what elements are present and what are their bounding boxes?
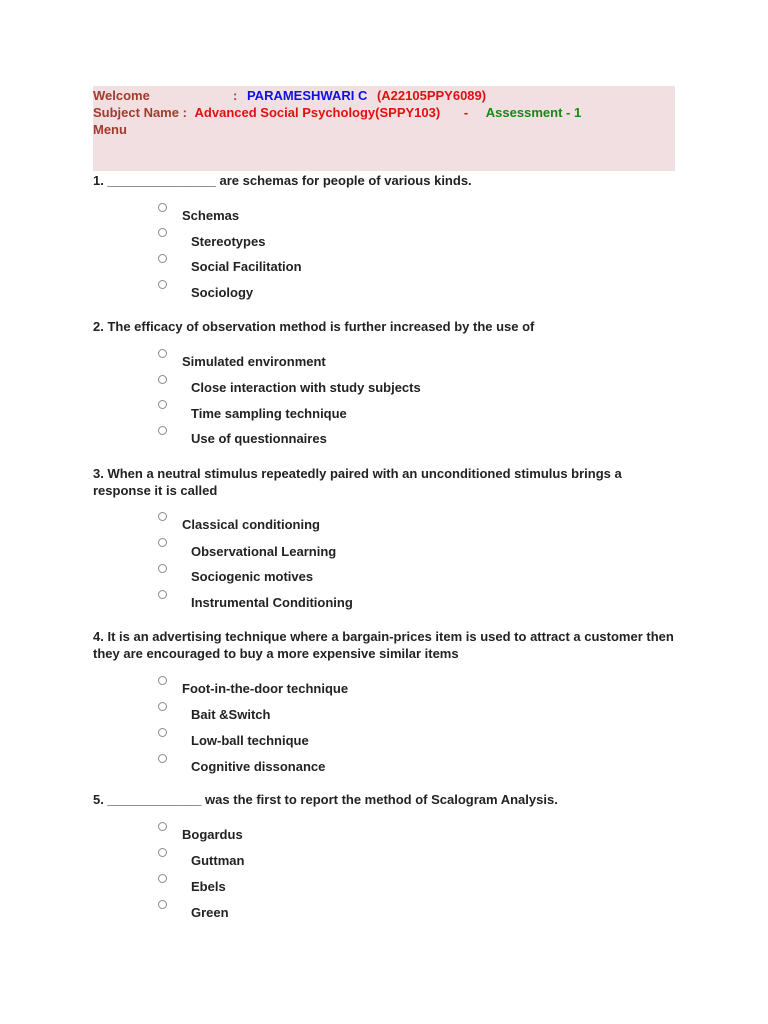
subject-name: Advanced Social Psychology(SPPY103) bbox=[194, 105, 441, 120]
option-label: Classical conditioning bbox=[182, 517, 320, 532]
option-label: Sociology bbox=[191, 285, 254, 300]
menu-link[interactable]: Menu bbox=[93, 122, 127, 137]
radio-button[interactable] bbox=[158, 400, 167, 409]
radio-button[interactable] bbox=[158, 754, 167, 763]
radio-button[interactable] bbox=[158, 900, 167, 909]
radio-button[interactable] bbox=[158, 426, 167, 435]
radio-button[interactable] bbox=[158, 203, 167, 212]
option-label: Time sampling technique bbox=[191, 406, 347, 421]
option-label: Schemas bbox=[182, 208, 240, 223]
user-id: (A22105PPY6089) bbox=[376, 88, 487, 103]
option-label: Low-ball technique bbox=[191, 733, 309, 748]
welcome-colon: : bbox=[233, 88, 238, 103]
subject-label: Subject Name : bbox=[93, 105, 187, 120]
radio-button[interactable] bbox=[158, 874, 167, 883]
radio-button[interactable] bbox=[158, 822, 167, 831]
option-label: Cognitive dissonance bbox=[191, 759, 326, 774]
option-label: Observational Learning bbox=[191, 544, 337, 559]
radio-button[interactable] bbox=[158, 375, 167, 384]
welcome-label: Welcome bbox=[93, 88, 150, 103]
question-4-text: 4. It is an advertising technique where a bargain-prices item is used to attract a customer then they are encouraged to buy a more expensive similar items bbox=[93, 629, 674, 661]
question-2-text: 2. The efficacy of observation method is further increased by the use of bbox=[93, 319, 535, 334]
user-name: PARAMESHWARI C bbox=[246, 88, 368, 103]
option-label: Close interaction with study subjects bbox=[191, 380, 421, 395]
question-5-text: 5. _____________ was the first to report the method of Scalogram Analysis. bbox=[93, 792, 558, 807]
option-label: Bait &Switch bbox=[191, 707, 271, 722]
option-label: Green bbox=[191, 905, 229, 920]
radio-button[interactable] bbox=[158, 512, 167, 521]
radio-button[interactable] bbox=[158, 349, 167, 358]
radio-button[interactable] bbox=[158, 538, 167, 547]
radio-button[interactable] bbox=[158, 228, 167, 237]
radio-button[interactable] bbox=[158, 848, 167, 857]
radio-button[interactable] bbox=[158, 728, 167, 737]
radio-button[interactable] bbox=[158, 702, 167, 711]
welcome-user-row bbox=[233, 88, 486, 104]
option-label: Social Facilitation bbox=[191, 259, 302, 274]
option-label: Stereotypes bbox=[191, 234, 266, 249]
welcome-row bbox=[93, 88, 150, 104]
assessment-header bbox=[93, 86, 675, 171]
subject-row bbox=[93, 105, 581, 121]
radio-button[interactable] bbox=[158, 254, 167, 263]
option-label: Ebels bbox=[191, 879, 226, 894]
option-label: Foot-in-the-door technique bbox=[182, 681, 349, 696]
option-label: Sociogenic motives bbox=[191, 569, 314, 584]
radio-button[interactable] bbox=[158, 280, 167, 289]
option-label: Simulated environment bbox=[182, 354, 326, 369]
question-3-text: 3. When a neutral stimulus repeatedly paired with an unconditioned stimulus brings a response it is called bbox=[93, 466, 622, 498]
question-1-text: 1. _______________ are schemas for people of various kinds. bbox=[93, 173, 472, 188]
menu-row bbox=[93, 122, 127, 138]
radio-button[interactable] bbox=[158, 564, 167, 573]
option-label: Instrumental Conditioning bbox=[191, 595, 353, 610]
option-label: Use of questionnaires bbox=[191, 431, 327, 446]
option-label: Bogardus bbox=[182, 827, 243, 842]
radio-button[interactable] bbox=[158, 676, 167, 685]
option-label: Guttman bbox=[191, 853, 245, 868]
subject-dash: - bbox=[463, 105, 469, 120]
assessment-label: Assessment - 1 bbox=[485, 105, 582, 120]
radio-button[interactable] bbox=[158, 590, 167, 599]
